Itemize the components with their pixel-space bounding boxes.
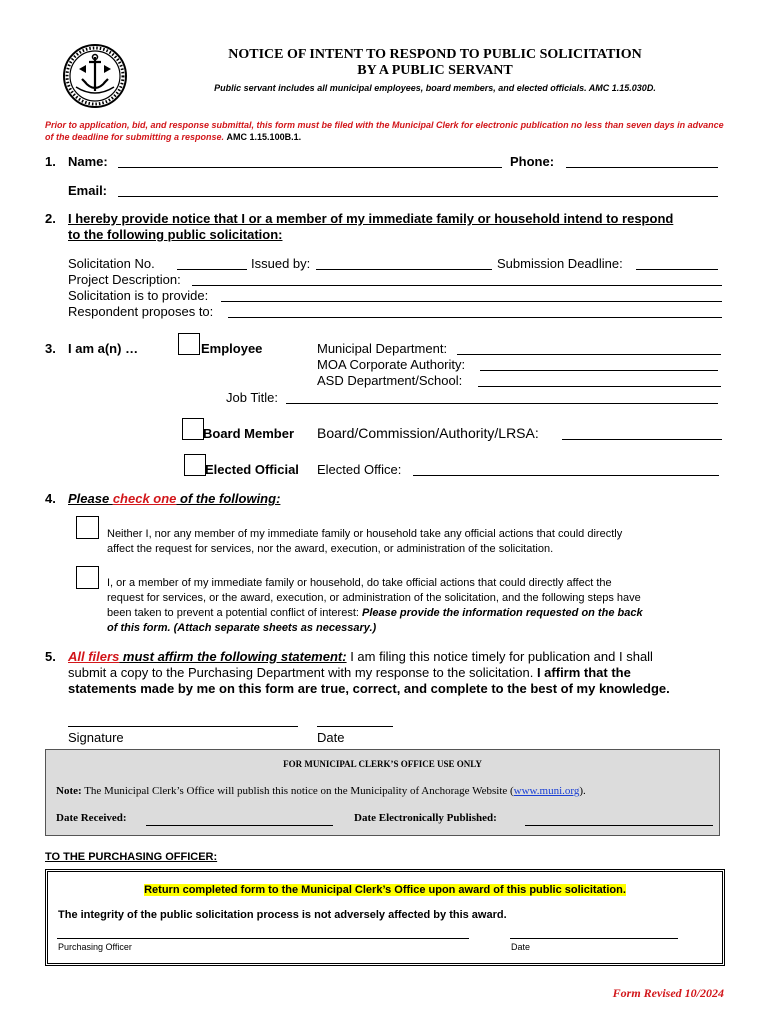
section5-line3: statements made by me on this form are true, correct, and complete to the best of my knowledge. (68, 681, 670, 696)
signature-date-field[interactable] (317, 726, 393, 727)
section5-line1 (68, 649, 728, 665)
solicitation-no-field[interactable] (177, 269, 247, 270)
solicitation-no-label: Solicitation No. (68, 256, 155, 271)
anchorage-seal-icon (62, 43, 128, 109)
section4-heading-red: check one (112, 491, 177, 506)
elected-official-label: Elected Official (205, 462, 299, 477)
signature-label: Signature (68, 730, 124, 745)
signature-field[interactable] (68, 726, 298, 727)
section1-number: 1. (45, 154, 56, 169)
elected-office-label: Elected Office: (317, 462, 402, 477)
purchasing-officer-label: Purchasing Officer (58, 942, 132, 952)
clerk-note-end: ). (579, 785, 586, 797)
form-subtitle: Public servant includes all municipal employees, board members, and elected officials. AMC 1.15.030D. (214, 83, 656, 93)
phone-field[interactable] (566, 167, 718, 168)
phone-label: Phone: (510, 154, 555, 169)
integrity-statement: The integrity of the public solicitation process is not adversely affected by this award. (58, 909, 507, 921)
employee-checkbox[interactable] (178, 333, 200, 355)
to-provide-field[interactable] (221, 301, 722, 302)
option2-line4: of this form. (Attach separate sheets as necessary.) (107, 622, 377, 634)
i-am-label: I am a(n) … (68, 341, 139, 356)
name-label: Name: (68, 154, 108, 169)
prior-notice-ref: AMC 1.15.100B.1. (226, 132, 302, 142)
clerk-note-text: The Municipal Clerk’s Office will publish this notice on the Municipality of Anchorage Website ( (81, 785, 514, 797)
job-title-label: Job Title: (226, 390, 279, 405)
section2-heading (68, 211, 728, 243)
option2-line3-bold: Please provide the information requested on the back (362, 607, 643, 619)
date-published-field[interactable] (525, 825, 713, 826)
form-revised: Form Revised 10/2024 (612, 986, 724, 1000)
date-received-field[interactable] (146, 825, 333, 826)
municipal-department-field[interactable] (457, 354, 721, 355)
to-provide-label: Solicitation is to provide: (68, 288, 209, 303)
purchasing-officer-field[interactable] (57, 938, 469, 939)
purchasing-date-label: Date (511, 942, 531, 952)
job-title-field[interactable] (286, 403, 718, 404)
email-label: Email: (68, 183, 108, 198)
muni-website-link[interactable]: www.muni.org (513, 785, 580, 797)
form-title-line2: BY A PUBLIC SERVANT (357, 63, 513, 78)
section2-heading-line2: to the following public solicitation: (68, 227, 283, 242)
submission-deadline-label: Submission Deadline: (497, 256, 623, 271)
section2-heading-line1: I hereby provide notice that I or a member of my immediate family or household intend to respond (68, 211, 674, 226)
issued-by-label: Issued by: (251, 256, 311, 271)
section5-number: 5. (45, 649, 56, 664)
moa-corporate-label: MOA Corporate Authority: (317, 357, 466, 372)
option2-line2: request for services, or the award, execution, or administration of the solicitation, and the following steps have (107, 592, 641, 604)
section5-line2 (68, 665, 728, 681)
asd-department-label: ASD Department/School: (317, 373, 463, 388)
project-description-label: Project Description: (68, 272, 181, 287)
option1-checkbox[interactable] (76, 516, 99, 539)
name-field[interactable] (118, 167, 502, 168)
form-title (140, 47, 730, 79)
section5-line2-bold: I affirm that the (536, 665, 631, 680)
date-received-label: Date Received: (56, 812, 127, 824)
section5-text (68, 649, 728, 697)
board-member-label: Board Member (203, 426, 295, 441)
clerk-note-label: Note: (56, 785, 82, 797)
asd-department-field[interactable] (478, 386, 721, 387)
elected-office-field[interactable] (413, 475, 719, 476)
municipal-department-label: Municipal Department: (317, 341, 448, 356)
section4-number: 4. (45, 491, 56, 506)
option2-line1: I, or a member of my immediate family or household, do take official actions that could directly affect the (107, 577, 612, 589)
section3-number: 3. (45, 341, 56, 356)
purchasing-date-field[interactable] (510, 938, 678, 939)
email-field[interactable] (118, 196, 718, 197)
form-title-line1: NOTICE OF INTENT TO RESPOND TO PUBLIC SOLICITATION (228, 47, 642, 62)
elected-official-checkbox[interactable] (184, 454, 206, 476)
submission-deadline-field[interactable] (636, 269, 718, 270)
section4-heading (68, 491, 280, 506)
clerk-box-title: FOR MUNICIPAL CLERK’S OFFICE USE ONLY (283, 759, 482, 769)
signature-date-label: Date (317, 730, 345, 745)
prior-notice-text: Prior to application, bid, and response submittal, this form must be filed with the Municipal Clerk for electronic publication no less than seven days in advance of the deadline for submitting a response. (45, 120, 724, 142)
issued-by-field[interactable] (316, 269, 492, 270)
option1-line2: affect the request for services, nor the award, execution, or administration of the solicitation. (107, 543, 554, 555)
clerk-use-box (45, 749, 720, 836)
section4-heading-pre: Please (68, 491, 113, 506)
moa-corporate-field[interactable] (480, 370, 718, 371)
option2-checkbox[interactable] (76, 566, 99, 589)
board-commission-field[interactable] (562, 439, 722, 440)
board-commission-label: Board/Commission/Authority/LRSA: (317, 425, 539, 441)
return-form-highlight: Return completed form to the Municipal Clerk’s Office upon award of this public solicitation. (144, 884, 626, 896)
clerk-note (56, 785, 586, 797)
employee-label: Employee (201, 341, 263, 356)
section5-line1-rest: I am filing this notice timely for publication and I shall (346, 649, 653, 664)
respondent-label: Respondent proposes to: (68, 304, 214, 319)
section2-number: 2. (45, 211, 56, 226)
option2-line3-plain: been taken to prevent a potential conflict of interest: (107, 607, 362, 619)
option1-text (107, 527, 727, 557)
section4-heading-post: of the following: (176, 491, 281, 506)
section5-line2-plain: submit a copy to the Purchasing Department with my response to the solicitation. (68, 665, 537, 680)
purchasing-heading: TO THE PURCHASING OFFICER: (45, 851, 218, 863)
option2-line3 (107, 606, 732, 621)
section5-heading-red: All filers (68, 649, 120, 664)
prior-notice (45, 119, 730, 143)
purchasing-box (45, 869, 725, 966)
board-member-checkbox[interactable] (182, 418, 204, 440)
section5-heading-black: must affirm the following statement: (119, 649, 347, 664)
project-description-field[interactable] (192, 285, 722, 286)
respondent-field[interactable] (228, 317, 722, 318)
date-published-label: Date Electronically Published: (354, 812, 497, 824)
option1-line1: Neither I, nor any member of my immediate family or household take any official actions that could directly (107, 528, 623, 540)
option2-text (107, 576, 732, 636)
